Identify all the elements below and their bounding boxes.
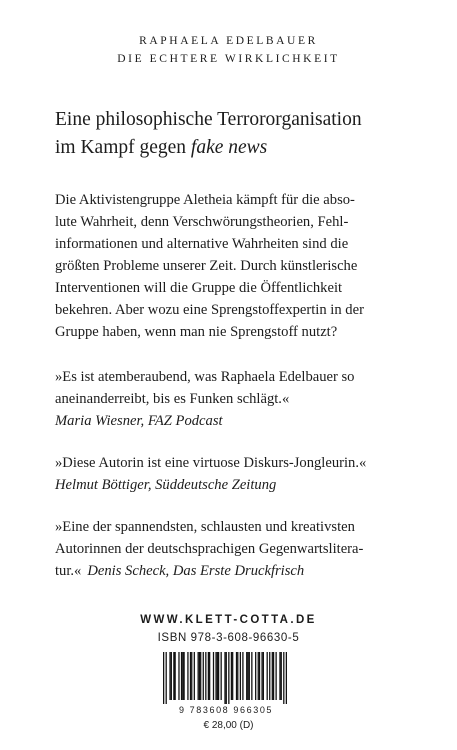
- barcode-bar: [275, 652, 276, 700]
- barcode-bar: [194, 652, 195, 700]
- barcode-bar: [228, 652, 229, 704]
- barcode-bar: [236, 652, 237, 700]
- barcode-bar: [182, 652, 183, 700]
- barcode-bar: [190, 652, 191, 700]
- quote-line: »Diese Autorin ist eine virtuose Diskurs-Jongleurin.«: [55, 455, 367, 471]
- barcode-bar: [166, 652, 167, 704]
- barcode-bar: [224, 652, 225, 704]
- barcode-bar: [191, 652, 192, 700]
- headline-line-1: Eine philosophische Terrororganisation: [55, 109, 362, 130]
- quote-line: »Es ist atemberaubend, was Raphaela Edelbauer so: [55, 369, 355, 385]
- barcode-bar: [217, 652, 218, 700]
- barcode-bar: [200, 652, 201, 700]
- book-header: [0, 33, 457, 67]
- quote-source: Helmut Böttiger, Süddeutsche Zeitung: [55, 477, 277, 493]
- barcode-bar: [173, 652, 174, 700]
- barcode-bar: [261, 652, 262, 700]
- barcode-bar: [255, 652, 256, 700]
- blurb-line: informationen und alternative Wahrheiten sind die: [55, 236, 349, 252]
- barcode-bar: [237, 652, 238, 700]
- blurb-line: lute Wahrheit, denn Verschwörungstheorien, Fehl-: [55, 214, 349, 230]
- barcode-bar: [205, 652, 206, 700]
- barcode-bar: [259, 652, 260, 700]
- barcode-bar: [286, 652, 287, 704]
- barcode-bar: [169, 652, 170, 700]
- barcode-bar: [279, 652, 280, 700]
- blurb-line: Gruppe haben, wenn man nie Sprengstoff nutzt?: [55, 324, 338, 340]
- barcode-bar: [281, 652, 282, 700]
- barcode-bar: [272, 652, 273, 700]
- barcode-bar: [218, 652, 219, 700]
- barcode-bar: [249, 652, 250, 700]
- barcode-bar: [273, 652, 274, 700]
- blurb-line: größten Probleme unserer Zeit. Durch künstlerische: [55, 258, 358, 274]
- barcode-bar: [258, 652, 259, 700]
- barcode-bar: [163, 652, 164, 704]
- barcode-bar: [263, 652, 264, 700]
- quote-line-last: [55, 560, 417, 582]
- barcode-bar: [242, 652, 243, 700]
- review-quote-3: [55, 516, 417, 582]
- blurb-paragraph: [55, 189, 417, 343]
- review-quote-1: [55, 366, 417, 432]
- headline-line-2: [55, 134, 415, 162]
- barcode-bar: [247, 652, 248, 700]
- barcode-bar: [226, 652, 227, 704]
- barcode-bar: [203, 652, 204, 700]
- barcode-bar: [209, 652, 210, 700]
- barcode-bar: [171, 652, 172, 700]
- book-title: DIE ECHTERE WIRKLICHKEIT: [117, 53, 340, 65]
- barcode-bar: [178, 652, 179, 700]
- blurb-line: Interventionen will die Gruppe die Öffentlichkeit: [55, 280, 343, 296]
- barcode: [163, 652, 287, 712]
- barcode-bar: [267, 652, 268, 700]
- headline-emphasis: fake news: [190, 137, 268, 158]
- barcode-bar: [208, 652, 209, 700]
- barcode-bar: [187, 652, 188, 700]
- quote-line: aneinanderreibt, bis es Funken schlägt.«: [55, 391, 290, 407]
- barcode-digits: 9 783608 966305: [178, 705, 274, 715]
- barcode-bar: [231, 652, 232, 700]
- quote-line: »Eine der spannendsten, schlausten und kreativsten: [55, 519, 355, 535]
- author-name: RAPHAELA EDELBAUER: [139, 35, 318, 47]
- barcode-bar: [181, 652, 182, 700]
- barcode-bar: [283, 652, 284, 704]
- barcode-bar: [198, 652, 199, 700]
- quote-line: tur.«: [55, 563, 82, 579]
- blurb-line: Die Aktivistengruppe Aletheia kämpft für die abso-: [55, 192, 355, 208]
- barcode-bar: [269, 652, 270, 700]
- barcode-bar: [232, 652, 233, 700]
- blurb-line: bekehren. Aber wozu eine Sprengstoffexpertin in der: [55, 302, 364, 318]
- barcode-bar: [251, 652, 252, 700]
- barcode-bar: [221, 652, 222, 700]
- quote-source: Denis Scheck, Das Erste Druckfrisch: [87, 563, 305, 579]
- review-quote-2: [55, 452, 417, 496]
- barcode-bar: [215, 652, 216, 700]
- publisher-url[interactable]: WWW.KLETT-COTTA.DE: [140, 614, 317, 626]
- barcode-bar: [183, 652, 184, 700]
- barcode-bar: [246, 652, 247, 700]
- price: € 28,00 (D): [203, 720, 254, 731]
- quote-source: Maria Wiesner, FAZ Podcast: [55, 413, 223, 429]
- barcode-bar: [213, 652, 214, 700]
- barcode-bar: [175, 652, 176, 700]
- isbn: ISBN 978-3-608-96630-5: [157, 632, 300, 644]
- headline-line-2-text: im Kampf gegen: [55, 137, 191, 158]
- quote-line: Autorinnen der deutschsprachigen Gegenwartslitera-: [55, 541, 364, 557]
- barcode-bar: [240, 652, 241, 700]
- barcode-bars: [163, 652, 287, 704]
- headline: [55, 106, 415, 162]
- barcode-bar: [199, 652, 200, 700]
